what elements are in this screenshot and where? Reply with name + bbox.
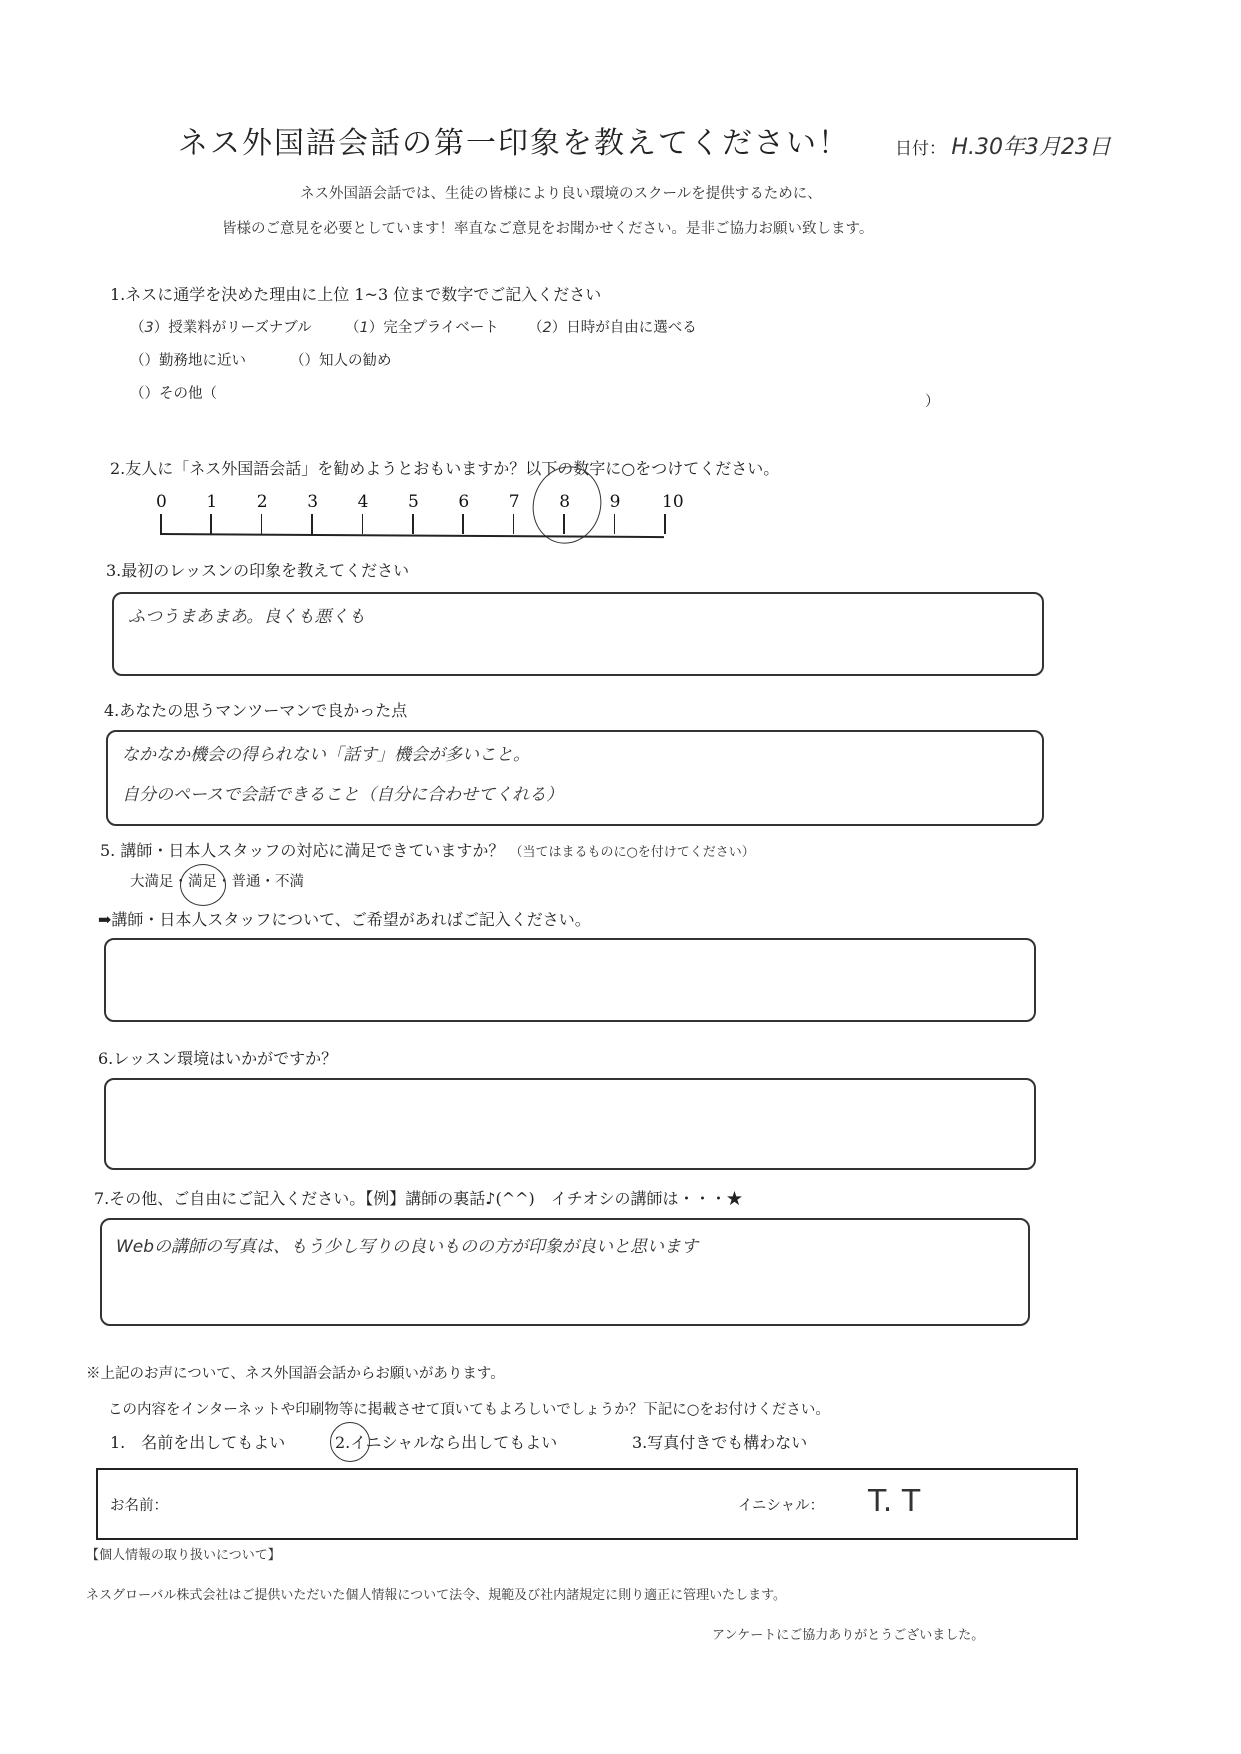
scale-number-6[interactable]: 6 bbox=[458, 492, 470, 512]
q5-choice-satisfied[interactable] bbox=[188, 874, 217, 890]
q5-note: （当てはまるものに○を付けてください） bbox=[509, 845, 755, 860]
scale-tick-6 bbox=[462, 514, 464, 534]
q2-question: 2.友人に「ネス外国語会話」を勧めようとおもいますか？以下の数字に○をつけてください。 bbox=[110, 459, 780, 478]
q7-question: 7.その他、ご自由にご記入ください。【例】講師の裏話♪(^^) イチオシの講師は・・・★ bbox=[94, 1189, 743, 1208]
name-box bbox=[96, 1468, 1078, 1540]
scale-tick-4 bbox=[362, 514, 364, 534]
scale-number-7[interactable]: 7 bbox=[508, 492, 520, 512]
scale-number-1[interactable]: 1 bbox=[206, 492, 218, 512]
q1-option-tuition[interactable]: （3）授業料がリーズナブル bbox=[130, 320, 312, 336]
publish-notice: ※上記のお声について、ネス外国語会話からお願いがあります。 bbox=[86, 1366, 505, 1382]
q3-answer: ふつうまあまあ。良くも悪くも bbox=[128, 607, 366, 627]
publish-option-photo[interactable]: 3.写真付きでも構わない bbox=[632, 1433, 808, 1452]
q1-option-near-work[interactable]: （）勤務地に近い bbox=[130, 353, 246, 369]
scale-tick-7 bbox=[513, 514, 515, 534]
q4-answer-line-2: 自分のペースで会話できること（自分に合わせてくれる） bbox=[122, 785, 564, 805]
scale-tick-10 bbox=[664, 514, 666, 534]
q5-sub-question: ➡講師・日本人スタッフについて、ご希望があればご記入ください。 bbox=[98, 910, 591, 929]
q1-option-label: 授業料がリーズナブル bbox=[168, 320, 312, 336]
date-label: 日付： bbox=[895, 139, 946, 159]
intro-line-2: 皆様のご意見を必要としています！率直なご意見をお聞かせください。是非ご協力お願い致します。 bbox=[222, 221, 874, 237]
scale-number-0[interactable]: 0 bbox=[156, 492, 167, 512]
q5-choice-normal[interactable]: 普通 bbox=[231, 874, 261, 890]
intro-line-1: ネス外国語会話では、生徒の皆様により良い環境のスクールを提供するために、 bbox=[300, 186, 822, 202]
publish-request: この内容をインターネットや印刷物等に掲載させて頂いてもよろしいでしょうか？下記に○をお付けください。 bbox=[108, 1402, 830, 1418]
date-value[interactable]: H.30年3月23日 bbox=[951, 135, 1111, 160]
scale-tick-5 bbox=[412, 514, 414, 534]
form-title: ネス外国語会話の第一印象を教えてください！ bbox=[178, 126, 850, 161]
q5-question-text: 5. 講師・日本人スタッフの対応に満足できていますか？ bbox=[100, 841, 505, 860]
q1-option-label: 勤務地に近い bbox=[159, 353, 246, 369]
q5-choices: 大満足・満足 ・普通・不満 bbox=[130, 870, 304, 891]
selection-circle bbox=[330, 1422, 370, 1462]
q1-rank[interactable]: 1 bbox=[359, 320, 369, 336]
q1-option-referral[interactable]: （）知人の勧め bbox=[290, 353, 392, 369]
q1-option-label: 知人の勧め bbox=[319, 353, 392, 369]
q4-answer-box[interactable] bbox=[106, 730, 1044, 826]
q1-rank[interactable]: 3 bbox=[144, 320, 154, 336]
scale-tick-1 bbox=[210, 514, 212, 534]
scale-baseline bbox=[160, 533, 664, 538]
scale-number-10[interactable]: 10 bbox=[662, 492, 684, 512]
q6-question: 6.レッスン環境はいかがですか？ bbox=[98, 1049, 338, 1068]
scale-tick-0 bbox=[160, 514, 162, 534]
scale-number-4[interactable]: 4 bbox=[357, 492, 369, 512]
q4-question: 4.あなたの思うマンツーマンで良かった点 bbox=[104, 701, 408, 720]
q1-option-label: 日時が自由に選べる bbox=[566, 320, 697, 336]
q3-question: 3.最初のレッスンの印象を教えてください bbox=[106, 561, 410, 580]
publish-option-initials[interactable] bbox=[335, 1430, 557, 1453]
q5-choice-label: 満足 bbox=[188, 874, 217, 890]
initial-label: イニシャル： bbox=[738, 1498, 825, 1514]
scale-number-2[interactable]: 2 bbox=[256, 492, 268, 512]
q7-answer-box[interactable] bbox=[100, 1218, 1030, 1326]
q1-option-other[interactable]: （）その他（ bbox=[130, 386, 217, 402]
scale-tick-2 bbox=[261, 514, 263, 534]
thanks-message: アンケートにご協力ありがとうございました。 bbox=[712, 1628, 985, 1643]
scale-tick-3 bbox=[311, 514, 313, 534]
selection-circle bbox=[180, 864, 226, 906]
q1-option-label: 完全プライベート bbox=[383, 320, 499, 336]
q1-rank[interactable]: 2 bbox=[542, 320, 552, 336]
q1-option-schedule[interactable]: （2）日時が自由に選べる bbox=[528, 320, 697, 336]
publish-option-label: 2.イニシャルなら出してもよい bbox=[335, 1433, 558, 1452]
scale-number-9[interactable]: 9 bbox=[609, 492, 621, 512]
q1-question: 1.ネスに通学を決めた理由に上位 1~3 位まで数字でご記入ください bbox=[110, 285, 602, 304]
q3-answer-box[interactable] bbox=[112, 592, 1044, 676]
scale-tick-9 bbox=[614, 514, 616, 534]
q1-option-label: その他（ bbox=[159, 386, 217, 402]
date-field bbox=[895, 130, 1111, 161]
q6-answer-box[interactable] bbox=[104, 1078, 1036, 1170]
q7-answer: Webの講師の写真は、もう少し写りの良いものの方が印象が良いと思います bbox=[116, 1237, 699, 1257]
initial-field[interactable]: T. T bbox=[868, 1484, 921, 1519]
q1-option-private[interactable]: （1）完全プライベート bbox=[345, 320, 499, 336]
privacy-heading: 【個人情報の取り扱いについて】 bbox=[86, 1548, 281, 1563]
name-label: お名前： bbox=[110, 1498, 168, 1514]
q5-choice-dissatisfied[interactable]: 不満 bbox=[275, 874, 304, 890]
q5-question bbox=[100, 838, 755, 861]
q1-other-close: ） bbox=[925, 394, 940, 410]
scale-number-8[interactable]: 8 bbox=[559, 492, 571, 512]
q5-answer-box[interactable] bbox=[104, 938, 1036, 1022]
scale-number-3[interactable]: 3 bbox=[307, 492, 319, 512]
privacy-text: ネスグローバル株式会社はご提供いただいた個人情報について法令、規範及び社内諸規定に則り適正に管理いたします。 bbox=[86, 1588, 787, 1603]
q4-answer-line-1: なかなか機会の得られない「話す」機会が多いこと。 bbox=[122, 745, 530, 765]
q5-choice-very-satisfied[interactable]: 大満足 bbox=[130, 874, 174, 890]
publish-option-name[interactable]: 1. 名前を出してもよい bbox=[110, 1433, 286, 1452]
scale-number-5[interactable]: 5 bbox=[408, 492, 419, 512]
